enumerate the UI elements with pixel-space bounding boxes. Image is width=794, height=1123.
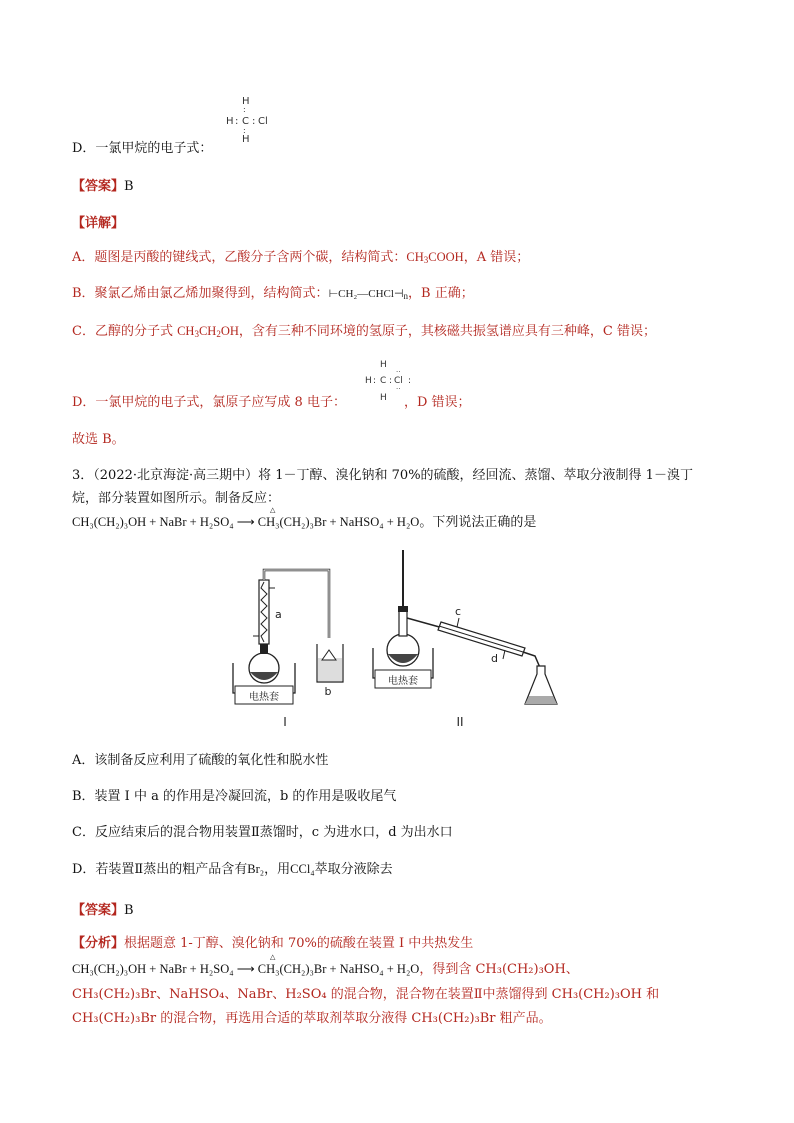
option-d-text: D．一氯甲烷的电子式： (72, 141, 213, 156)
formula-h-top: H (380, 360, 387, 370)
label-a: a (275, 608, 282, 621)
formula-h-bottom: H (380, 393, 387, 403)
flask-1-stopper (260, 644, 268, 654)
answer-label: 【答案】 (72, 179, 125, 194)
detail-c-text: C．乙醇的分子式 (72, 324, 178, 339)
formula-part: CH (177, 324, 195, 338)
label-d: d (491, 652, 498, 665)
formula-part: CH₂—CHCl (338, 288, 394, 300)
formula-h-bottom: H (242, 134, 250, 145)
option-c: C．反应结束后的混合物用装置Ⅱ蒸馏时，c 为进水口，d 为出水口 (72, 825, 453, 840)
formula-dots-left: : (235, 116, 239, 127)
ccl4-formula: CCl₄ (290, 862, 315, 876)
formula-sub: 3 (423, 255, 429, 265)
heat-symbol: △ (270, 506, 276, 514)
heat-symbol-2: △ (270, 953, 276, 961)
detail-c-post: ，含有三种不同环境的氢原子，其核磁共振氢谱应具有三种峰，C 错误； (238, 324, 656, 339)
detail-c (72, 322, 656, 343)
question-3-line1: 3．（2022·北京海淀·高三期中）将 1－丁醇、溴化钠和 70%的硫酸，经回流、蒸馏、萃取分液制得 1－溴丁 (72, 468, 693, 483)
formula-h-left: H (365, 376, 372, 386)
gas-tube (264, 570, 329, 638)
option-d-pre: D．若装置Ⅱ蒸出的粗产品含有 (72, 862, 248, 877)
detail-a (72, 248, 529, 269)
option-d-mid: ，用 (264, 862, 291, 877)
reaction-equation: CH₃(CH₂)₃OH + NaBr + H₂SO₄ ⟶ CH₃(CH₂)₃Br + NaHSO₄ + H₂O (72, 515, 420, 529)
detail-b-text: B．聚氯乙烯由氯乙烯加聚得到，结构简式： (72, 286, 329, 301)
formula-part: COOH (428, 250, 464, 264)
formula-part: CH (198, 324, 217, 338)
analysis-line3: CH₃(CH₂)₃Br、NaHSO₄、NaBr、H₂SO₄ 的混合物，混合物在装置Ⅱ中蒸馏得到 CH₃(CH₂)₃OH 和 (72, 987, 660, 1002)
ethanol-formula (177, 324, 239, 338)
option-d-top (72, 140, 212, 158)
setup-2-label: II (456, 715, 464, 729)
formula-sub: 2 (216, 329, 221, 339)
formula-h-left: H (226, 116, 234, 127)
answer-value: B (124, 903, 134, 918)
heater-2-label: 电热套 (388, 676, 418, 687)
formula-dots-top: : (243, 105, 246, 114)
analysis-text-2: ，得到含 CH₃(CH₂)₃OH、 (419, 962, 579, 977)
formula-part: CH (406, 250, 424, 264)
formula-c: C (380, 376, 387, 386)
option-a: A．该制备反应利用了硫酸的氧化性和脱水性 (72, 753, 329, 768)
detail-b-post: ，B 正确； (408, 286, 474, 301)
answer-2 (72, 899, 134, 918)
conclusion: 故选 B。 (72, 432, 125, 447)
analysis-line4: CH₃(CH₂)₃Br 的混合物，再选用合适的萃取剂萃取分液得 CH₃(CH₂)₃Br 粗产品。 (72, 1011, 552, 1026)
polyvinyl-chloride-formula: $⊢CH_2—CHCl⊣_n$ (328, 288, 409, 301)
detail-a-text: A．题图是丙酸的键线式，乙酸分子含两个碳，结构简式： (72, 250, 407, 265)
option-d (72, 860, 393, 879)
detail-a-post: ，A 错误； (463, 250, 530, 265)
label-c: c (455, 605, 462, 618)
setup-1-label: I (283, 715, 287, 729)
analysis-line1 (72, 935, 473, 953)
answer-1 (72, 175, 134, 194)
analysis-line2 (72, 960, 579, 979)
formula-part: OH (220, 324, 239, 338)
chloromethane-correct-formula: H H : C : Cl ⋅⋅ ⋅⋅ : H (365, 360, 412, 403)
option-b: B．装置 I 中 a 的作用是冷凝回流，b 的作用是吸收尾气 (72, 789, 397, 804)
bromine-formula: Br₂ (247, 862, 265, 876)
question-3-tail: 。下列说法正确的是 (419, 515, 537, 530)
heater-1-label: 电热套 (249, 692, 279, 703)
chloromethane-electron-formula (226, 96, 282, 148)
analysis-label: 【分析】 (72, 936, 125, 951)
analysis-equation: CH₃(CH₂)₃OH + NaBr + H₂SO₄ ⟶ CH₃(CH₂)₃Br + NaHSO₄ + H₂O (72, 962, 420, 976)
formula-cl: Cl (394, 376, 403, 386)
detail-d-text: D．一氯甲烷的电子式，氯原子应写成 8 电子： (72, 395, 346, 410)
option-d-post: 萃取分液除去 (314, 862, 393, 877)
label-b: b (324, 685, 332, 698)
formula-c: C (242, 116, 249, 127)
question-3-line2: 烷，部分装置如图所示。制备反应： (72, 491, 281, 506)
formula-sub: 3 (194, 329, 199, 339)
analysis-text-1: 根据题意 1-丁醇、溴化钠和 70%的硫酸在装置 I 中共热发生 (124, 936, 474, 951)
formula-dots-bottom: : (243, 126, 246, 135)
answer-label: 【答案】 (72, 903, 125, 918)
detail-a-formula (406, 250, 463, 264)
funnel (322, 650, 336, 660)
detail-d-post: ，D 错误； (403, 395, 471, 410)
formula-h-top: H (242, 96, 250, 107)
flask-neck (399, 610, 407, 636)
question-3-equation (72, 513, 536, 532)
beaker-liquid (318, 658, 342, 681)
formula-cl: Cl (258, 116, 268, 127)
detail-b (72, 285, 474, 305)
formula-sub: n (403, 291, 409, 301)
detail-label: 【详解】 (72, 216, 125, 231)
answer-value: B (124, 179, 134, 194)
formula-dots-right: : (252, 116, 256, 127)
apparatus-figure (225, 548, 565, 733)
